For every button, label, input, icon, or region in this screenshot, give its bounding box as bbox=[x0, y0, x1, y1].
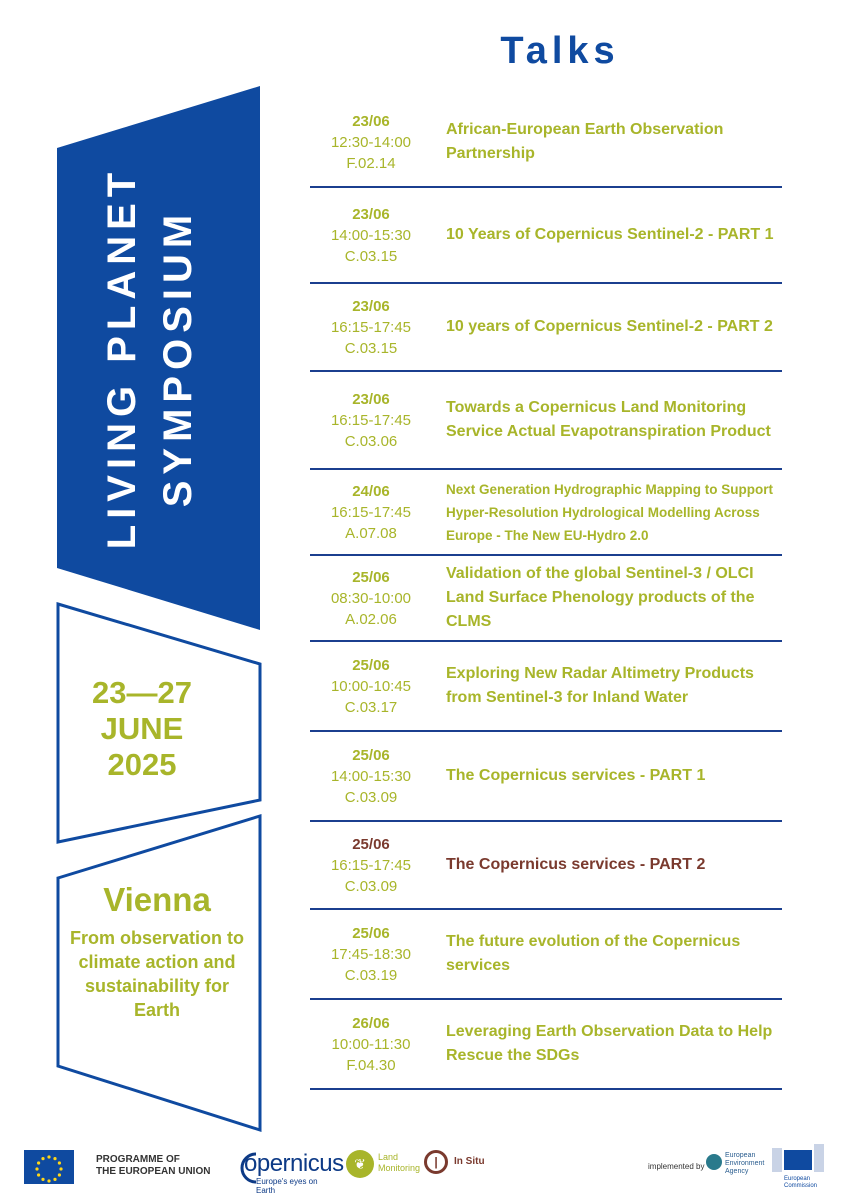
eea-line2: Environment bbox=[725, 1160, 765, 1167]
eea-icon bbox=[706, 1154, 722, 1170]
talk-title: The Copernicus services - PART 1 bbox=[446, 767, 706, 784]
talk-title: Towards a Copernicus Land Monitoring Service Actual Evapotranspiration Product bbox=[446, 399, 771, 440]
ec-label bbox=[784, 1176, 817, 1190]
talk-row bbox=[310, 284, 782, 372]
talk-row bbox=[310, 556, 782, 642]
talk-title: 10 Years of Copernicus Sentinel-2 - PART 1 bbox=[446, 226, 774, 243]
talk-date: 25/06 bbox=[352, 656, 390, 674]
talk-meta bbox=[310, 296, 432, 359]
talk-title: Leveraging Earth Observation Data to Help Rescue the SDGs bbox=[446, 1023, 773, 1064]
event-dates bbox=[50, 675, 234, 783]
talk-title: 10 years of Copernicus Sentinel-2 - PART 2 bbox=[446, 318, 773, 335]
copernicus-tagline: Europe's eyes on Earth bbox=[256, 1177, 318, 1195]
in-situ-label: In Situ bbox=[454, 1156, 485, 1167]
event-dates-month: JUNE bbox=[100, 711, 184, 746]
eea-logo bbox=[706, 1152, 766, 1182]
land-monitoring-icon: ❦ bbox=[346, 1150, 374, 1178]
land-monitoring-label bbox=[378, 1152, 420, 1174]
talk-time: 10:00-10:45 bbox=[330, 677, 412, 695]
talk-room: A.07.08 bbox=[345, 524, 397, 542]
programme-line2: THE EUROPEAN UNION bbox=[96, 1166, 211, 1177]
land-line1: Land bbox=[378, 1152, 399, 1162]
talk-date: 25/06 bbox=[352, 568, 390, 586]
talk-list bbox=[310, 98, 782, 1090]
talk-date: 25/06 bbox=[352, 924, 390, 942]
talk-room: F.04.30 bbox=[346, 1056, 396, 1074]
talk-date: 26/06 bbox=[352, 1014, 390, 1032]
talk-time: 14:00-15:30 bbox=[330, 767, 412, 785]
talk-title: Next Generation Hydrographic Mapping to Support Hyper-Resolution Hydrological Modelling Across Europe - The New EU-Hydro 2.0 bbox=[446, 481, 774, 543]
talk-room: C.03.15 bbox=[344, 339, 398, 357]
ec-line2: Commission bbox=[784, 1183, 818, 1189]
in-situ-logo bbox=[424, 1148, 494, 1188]
talk-room: C.03.15 bbox=[344, 247, 398, 265]
talk-meta bbox=[310, 481, 432, 544]
talk-time: 10:00-11:30 bbox=[331, 1035, 411, 1053]
talk-title: The future evolution of the Copernicus services bbox=[446, 933, 741, 974]
event-title bbox=[94, 128, 214, 588]
copernicus-wordmark: opernicus bbox=[244, 1150, 344, 1177]
talk-time: 16:15-17:45 bbox=[330, 411, 412, 429]
eea-label bbox=[725, 1152, 764, 1176]
talk-date: 25/06 bbox=[352, 746, 390, 764]
talk-row bbox=[310, 1000, 782, 1090]
eea-line1: European bbox=[725, 1152, 756, 1159]
programme-line1: PROGRAMME OF bbox=[96, 1154, 180, 1165]
talk-title: The Copernicus services - PART 2 bbox=[446, 856, 706, 873]
programme-label bbox=[96, 1154, 236, 1178]
ec-flag-icon bbox=[784, 1150, 812, 1170]
talk-room: A.02.06 bbox=[345, 610, 397, 628]
talk-room: F.02.14 bbox=[346, 154, 396, 172]
european-commission-logo bbox=[770, 1142, 826, 1194]
talk-room: C.03.06 bbox=[344, 432, 398, 450]
talk-date: 23/06 bbox=[352, 390, 390, 408]
talk-title: Exploring New Radar Altimetry Products from Sentinel-3 for Inland Water bbox=[446, 665, 754, 706]
talk-row bbox=[310, 98, 782, 188]
talk-meta bbox=[310, 204, 432, 267]
talk-meta bbox=[310, 745, 432, 808]
land-monitoring-logo bbox=[346, 1148, 421, 1188]
talk-room: C.03.19 bbox=[344, 966, 398, 984]
talk-time: 12:30-14:00 bbox=[330, 133, 412, 151]
talk-room: C.03.09 bbox=[344, 788, 398, 806]
talk-row bbox=[310, 732, 782, 822]
event-title-line1: LIVING PLANET bbox=[100, 166, 144, 550]
talk-title: African-European Earth Observation Partnership bbox=[446, 121, 724, 162]
event-dates-range: 23—27 bbox=[92, 675, 192, 710]
talk-row bbox=[310, 822, 782, 910]
talk-time: 16:15-17:45 bbox=[330, 856, 412, 874]
talk-date: 23/06 bbox=[352, 112, 390, 130]
in-situ-icon: | bbox=[424, 1150, 448, 1174]
talk-room: C.03.09 bbox=[344, 877, 398, 895]
talk-meta bbox=[310, 567, 432, 630]
talk-time: 16:15-17:45 bbox=[330, 503, 412, 521]
talk-row bbox=[310, 188, 782, 284]
eea-line3: Agency bbox=[725, 1168, 749, 1175]
talk-row bbox=[310, 910, 782, 1000]
talk-row bbox=[310, 372, 782, 470]
eu-flag-icon bbox=[24, 1150, 74, 1184]
talk-meta bbox=[310, 834, 432, 897]
footer bbox=[0, 1138, 848, 1200]
talk-time: 08:30-10:00 bbox=[330, 589, 412, 607]
talk-row bbox=[310, 642, 782, 732]
talk-meta bbox=[310, 655, 432, 718]
talk-time: 17:45-18:30 bbox=[330, 945, 412, 963]
talk-meta bbox=[310, 923, 432, 986]
talk-title: Validation of the global Sentinel-3 / OLCI Land Surface Phenology products of the CLMS bbox=[446, 565, 755, 630]
talk-time: 16:15-17:45 bbox=[330, 318, 412, 336]
ec-line1: European bbox=[784, 1176, 811, 1182]
land-line2: Monitoring bbox=[378, 1163, 421, 1173]
talk-meta bbox=[310, 1013, 432, 1076]
page-title: Talks bbox=[500, 30, 620, 72]
talk-date: 24/06 bbox=[352, 482, 390, 500]
talk-room: C.03.17 bbox=[344, 698, 398, 716]
talk-row bbox=[310, 470, 782, 556]
event-location bbox=[62, 880, 252, 1022]
talk-date: 23/06 bbox=[352, 205, 390, 223]
event-title-line2: SYMPOSIUM bbox=[156, 208, 200, 508]
copernicus-logo bbox=[234, 1144, 344, 1195]
talk-meta bbox=[310, 389, 432, 452]
talk-time: 14:00-15:30 bbox=[330, 226, 412, 244]
event-tagline: From observation to climate action and sustainability for Earth bbox=[69, 928, 244, 1020]
talk-date: 23/06 bbox=[352, 297, 390, 315]
talk-date: 25/06 bbox=[352, 835, 390, 853]
talk-meta bbox=[310, 111, 432, 174]
implemented-by-label: implemented by bbox=[648, 1162, 705, 1171]
event-dates-year: 2025 bbox=[107, 747, 177, 782]
event-city: Vienna bbox=[103, 881, 211, 918]
